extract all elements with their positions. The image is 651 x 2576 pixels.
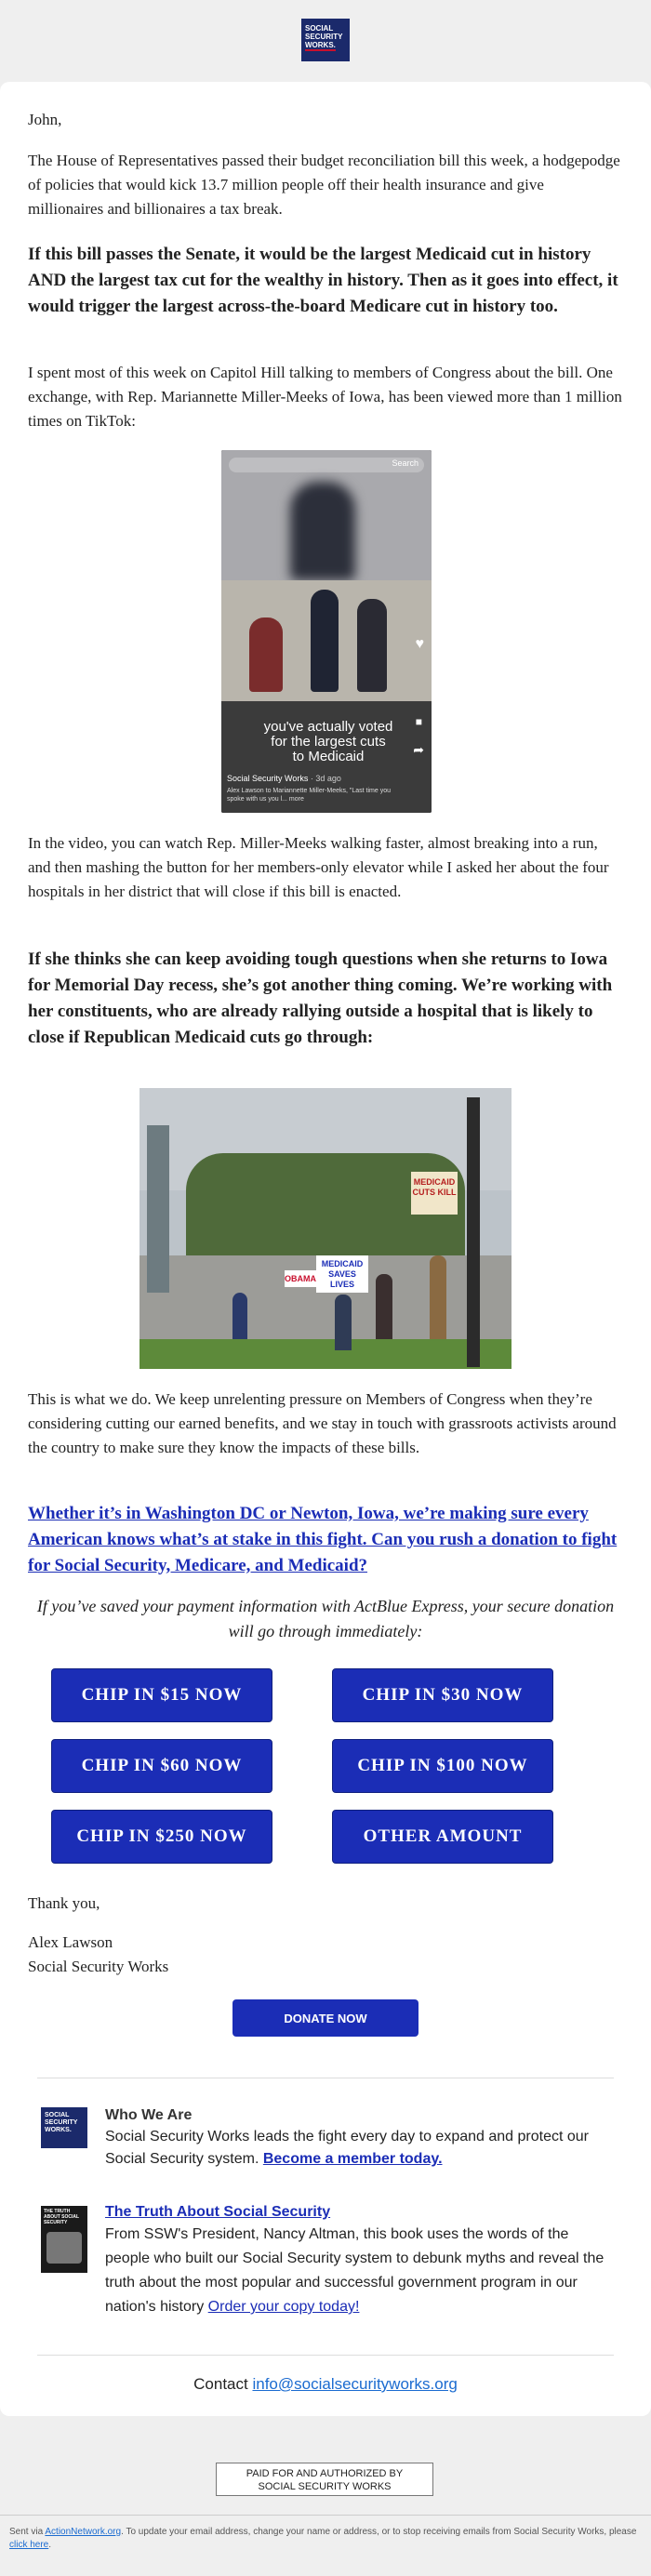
chip-in-30-button[interactable]: CHIP IN $30 NOW — [332, 1668, 553, 1722]
signer-name: Alex Lawson — [28, 1933, 113, 1951]
book-text: From SSW's President, Nancy Altman, this book uses the words of the people who built our Social Security system to debunk myths and reveal the truth about the most popular and successful government program in our nation's history — [105, 2226, 604, 2315]
rally-photo — [140, 1088, 512, 1369]
heart-icon: ♥ — [415, 636, 424, 652]
logo-line: SOCIAL — [305, 24, 334, 33]
book-cover-line: ABOUT SOCIAL — [44, 2214, 80, 2220]
paragraph: In the video, you can watch Rep. Miller-Meeks walking faster, almost breaking into a run, and then mashing the button for her members-only elevator while I asked her about the four hospitals in her district that will close if this bill is enacted. — [28, 834, 609, 900]
tiktok-video-image[interactable] — [221, 450, 432, 813]
closing: Thank you, — [28, 1894, 100, 1912]
footer-text: Sent via — [9, 2527, 44, 2537]
who-text: Social Security Works leads the fight every day to expand and protect our Social Security system. — [105, 2129, 589, 2167]
paragraph: The House of Representatives passed their budget reconciliation bill this week, a hodgepodge of policies that would kick 13.7 million people off their health insurance and give millionaires and billionaires a tax break. — [28, 152, 620, 218]
footer-text: . — [48, 2540, 52, 2550]
footer — [9, 2526, 642, 2552]
donate-now-button[interactable]: DONATE NOW — [232, 1999, 418, 2037]
logo-line: WORKS. — [45, 2127, 72, 2133]
logo-line: SECURITY — [45, 2119, 78, 2126]
tiktok-age: · 3d ago — [310, 774, 341, 783]
rally-sign: MEDICAID CUTS KILL — [411, 1172, 458, 1215]
greeting: John, — [28, 111, 62, 128]
paid-line: PAID FOR AND AUTHORIZED BY — [246, 2468, 404, 2479]
bookmark-icon: ■ — [415, 715, 422, 728]
chip-in-60-button[interactable]: CHIP IN $60 NOW — [51, 1739, 272, 1793]
logo-line: SECURITY — [305, 33, 343, 41]
chip-in-250-button[interactable]: CHIP IN $250 NOW — [51, 1810, 272, 1864]
paragraph: This is what we do. We keep unrelenting pressure on Members of Congress when they’re considering cutting our earned benefits, and we stay in touch with grassroots activists around the country to make sure they know the impacts of these bills. — [28, 1390, 617, 1456]
footer-divider — [0, 2515, 651, 2516]
tiktok-description: Alex Lawson to Mariannette Miller-Meeks, "Last time you spoke with us you l... more — [227, 788, 392, 803]
actionnetwork-link[interactable]: ActionNetwork.org — [45, 2527, 122, 2537]
book-title-link[interactable]: The Truth About Social Security — [105, 2204, 331, 2220]
other-amount-button[interactable]: OTHER AMOUNT — [332, 1810, 553, 1864]
ssw-logo-icon — [41, 2107, 87, 2148]
logo[interactable] — [301, 19, 350, 61]
chip-in-100-button[interactable]: CHIP IN $100 NOW — [332, 1739, 553, 1793]
divider — [37, 2355, 614, 2356]
footer-text: . To update your email address, change your name or address, or to stop receiving emails from Social Security Works, please — [121, 2527, 637, 2537]
who-title: Who We Are — [105, 2107, 193, 2123]
paragraph: I spent most of this week on Capitol Hill talking to members of Congress about the bill. One exchange, with Rep. Mariannette Miller-Meeks of Iowa, has been viewed more than 1 million times on TikTok: — [28, 364, 622, 430]
bold-paragraph: If this bill passes the Senate, it would be the largest Medicaid cut in history AND the largest tax cut for the wealthy in history. Then as it goes into effect, it would trigger the largest across-the-board Medicare cut in history too. — [28, 245, 618, 316]
logo-line: SOCIAL — [45, 2112, 70, 2118]
tiktok-account: Social Security Works — [227, 774, 309, 783]
logo-line: WORKS. — [305, 41, 336, 49]
become-member-link[interactable]: Become a member today. — [262, 2151, 443, 2167]
contact-label: Contact — [193, 2375, 248, 2393]
chip-in-15-button[interactable]: CHIP IN $15 NOW — [51, 1668, 272, 1722]
paid-line: SOCIAL SECURITY WORKS — [258, 2481, 392, 2492]
book-cover-line: SECURITY — [44, 2220, 68, 2225]
tiktok-search-label: Search — [392, 458, 418, 468]
tiktok-caption-line: to Medicaid — [292, 749, 365, 764]
unsubscribe-link[interactable]: click here — [9, 2540, 49, 2550]
contact-email-link[interactable]: info@socialsecurityworks.org — [252, 2375, 458, 2393]
signer-org: Social Security Works — [28, 1958, 169, 1975]
actblue-note: If you’ve saved your payment information with ActBlue Express, your secure donation will go through immediately: — [36, 1597, 615, 1640]
rally-sign: MEDICAID SAVES LIVES — [316, 1255, 368, 1293]
tiktok-caption-line: for the largest cuts — [271, 734, 386, 750]
donation-appeal-link[interactable]: Whether it’s in Washington DC or Newton, Iowa, we’re making sure every American knows what’s at stake in this fight. Can you rush a donation to fight for Social Security, Medicare, and Medicaid? — [28, 1504, 618, 1575]
book-cover-image — [41, 2206, 87, 2273]
book-cover-line: THE TRUTH — [44, 2209, 71, 2214]
rally-sign: OBAMA — [285, 1270, 316, 1287]
paid-for-disclaimer — [216, 2463, 433, 2496]
share-icon: ➦ — [413, 744, 424, 758]
tiktok-caption-line: you've actually voted — [263, 719, 393, 735]
order-copy-link[interactable]: Order your copy today! — [207, 2299, 360, 2315]
bold-paragraph: If she thinks she can keep avoiding tough questions when she returns to Iowa for Memorial Day recess, she’s got another thing coming. We’re working with her constituents, who are already rallying outside a hospital that is likely to close if Republican Medicaid cuts go through: — [28, 949, 613, 1047]
